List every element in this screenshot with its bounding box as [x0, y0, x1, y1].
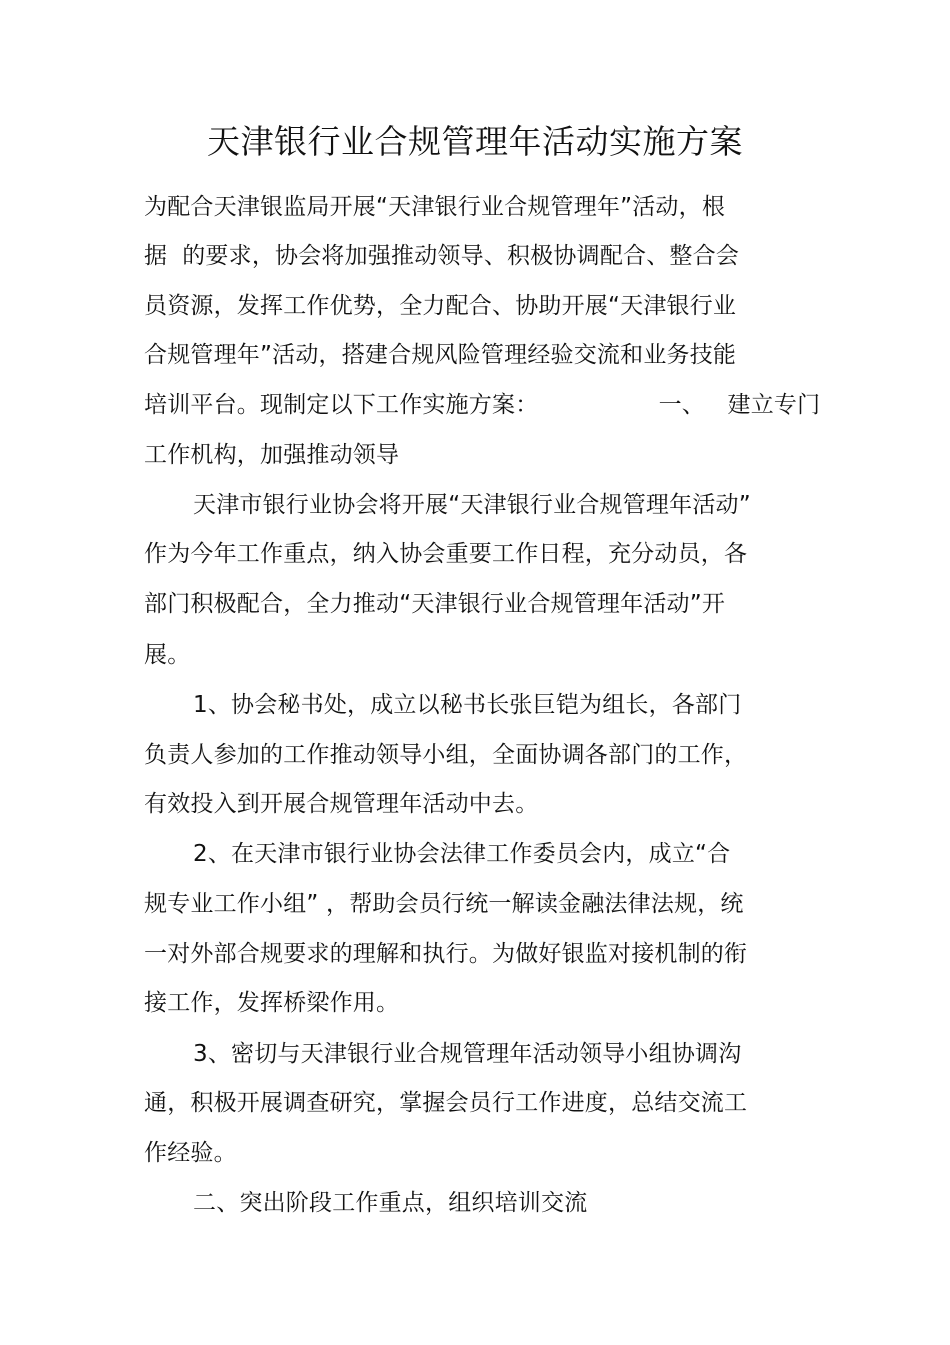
paragraph-line: 为配合天津银监局开展“天津银行业合规管理年”活动，根 [144, 194, 726, 220]
paragraph-line: 有效投入到开展合规管理年活动中去。 [144, 791, 539, 817]
paragraph-line: 2、在天津市银行业协会法律工作委员会内，成立“合 [193, 841, 731, 867]
paragraph-line: 1、协会秘书处，成立以秘书长张巨铠为组长，各部门 [193, 692, 742, 718]
paragraph-line: 培训平台。现制定以下工作实施方案： 一、 建立专门 [144, 392, 821, 418]
paragraph-line: 天津市银行业协会将开展“天津银行业合规管理年活动” [193, 492, 751, 518]
paragraph-line: 3、密切与天津银行业合规管理年活动领导小组协调沟 [193, 1041, 742, 1067]
paragraph-line: 合规管理年”活动，搭建合规风险管理经验交流和业务技能 [144, 342, 737, 368]
paragraph-line: 据 的要求，协会将加强推动领导、积极协调配合、整合会 [144, 243, 740, 269]
paragraph-line: 规专业工作小组” ，帮助会员行统一解读金融法律法规，统 [144, 891, 744, 917]
paragraph-line: 作经验。 [144, 1140, 237, 1166]
paragraph-line: 员资源，发挥工作优势，全力配合、协助开展“天津银行业 [144, 293, 737, 319]
paragraph-line: 负责人参加的工作推动领导小组，全面协调各部门的工作， [144, 742, 748, 768]
paragraph-line: 接工作，发挥桥梁作用。 [144, 990, 400, 1016]
paragraph-line: 一对外部合规要求的理解和执行。为做好银监对接机制的衔 [144, 941, 748, 967]
section-heading-line: 工作机构，加强推动领导 [144, 442, 400, 468]
document-title: 天津银行业合规管理年活动实施方案 [207, 122, 743, 161]
paragraph-line: 展。 [144, 642, 191, 668]
paragraph-line: 作为今年工作重点，纳入协会重要工作日程，充分动员，各 [144, 541, 748, 567]
paragraph-line: 通，积极开展调查研究，掌握会员行工作进度，总结交流工 [144, 1090, 748, 1116]
paragraph-line: 部门积极配合，全力推动“天津银行业合规管理年活动”开 [144, 591, 726, 617]
section-heading-line: 二、突出阶段工作重点，组织培训交流 [193, 1190, 588, 1216]
